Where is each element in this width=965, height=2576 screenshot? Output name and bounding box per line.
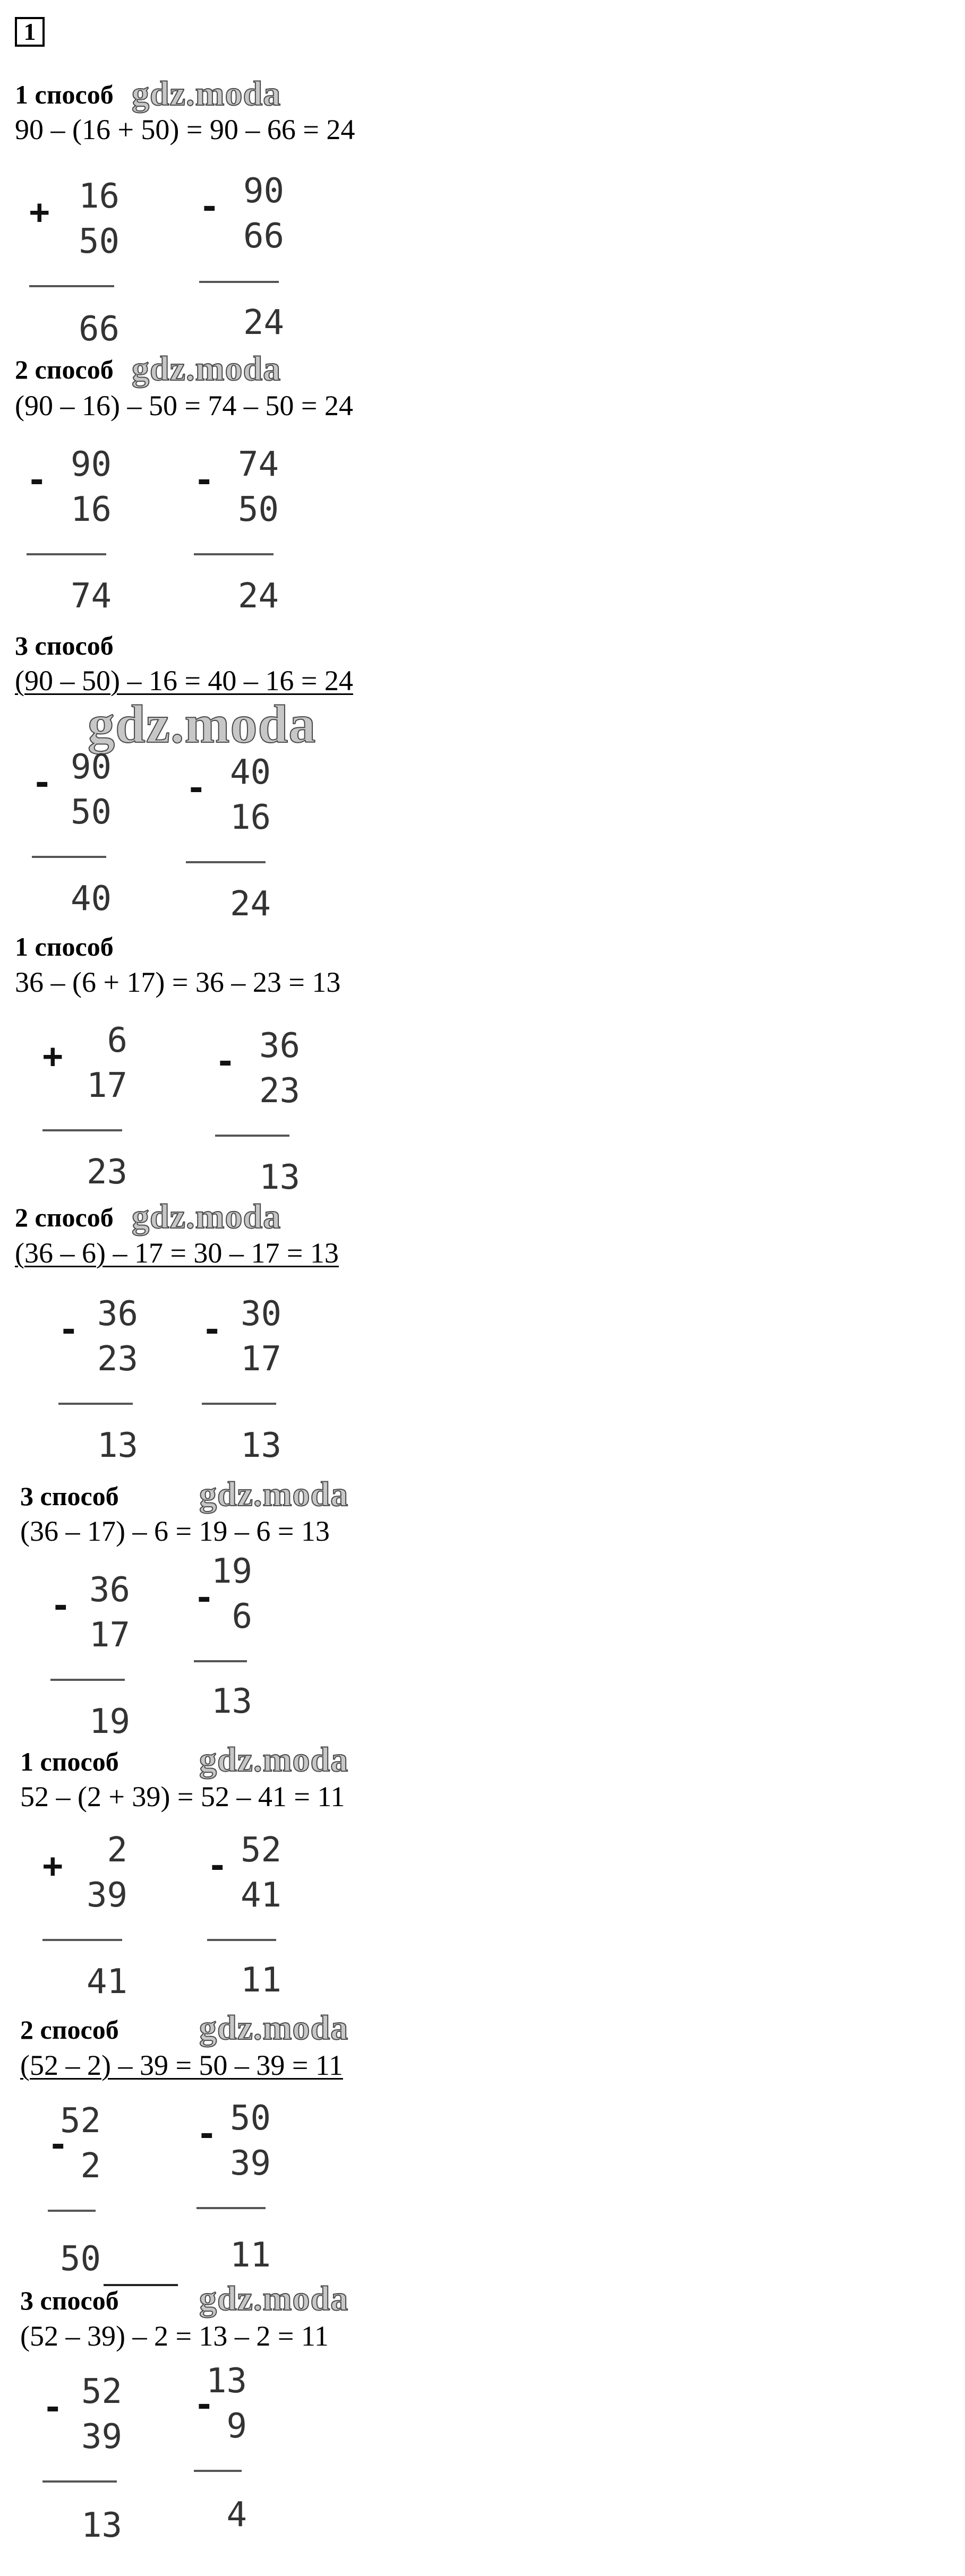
operand-top: 52 [240,1831,281,1870]
column-calculation [207,1826,281,2000]
result: 66 [78,310,119,349]
method-title: 3 способ [20,1481,119,1511]
operator-sign: - [58,1310,79,1350]
operator-sign: - [197,2115,217,2154]
sum-line [42,2480,117,2483]
sum-line [32,856,106,858]
exercise-number-box: 1 [15,17,45,47]
operator-sign: - [42,2388,63,2427]
result: 40 [70,879,112,918]
sum-line [42,1129,122,1131]
operator-sign: - [207,1847,228,1886]
result: 13 [97,1426,138,1465]
operand-top: 6 [107,1021,127,1060]
operand-top: 13 [206,2362,247,2401]
column-calculation [42,1826,127,2002]
result: 13 [81,2506,122,2545]
column-calculation [199,167,284,342]
operand-bottom: 6 [232,1597,252,1636]
method-title: 1 способ [15,80,114,109]
operand-bottom: 50 [70,793,112,832]
operator-sign: + [42,1037,63,1076]
column-calculation [197,2094,271,2275]
column-calculation [42,2368,122,2545]
result: 24 [237,577,279,616]
operand-bottom: 16 [70,490,112,529]
operator-sign: - [194,2385,215,2425]
sum-line [58,1403,133,1405]
result: 11 [229,2236,271,2275]
column-calculation [29,173,119,349]
operand-bottom: 23 [97,1339,138,1379]
column-calculation [194,2357,247,2535]
watermark: gdz.moda [132,349,281,388]
operator-sign: - [194,1578,215,1618]
method-title: 2 способ [15,1203,114,1232]
operand-bottom: 17 [240,1339,281,1379]
equation: (36 – 17) – 6 = 19 – 6 = 13 [20,1515,330,1547]
result: 13 [211,1682,252,1721]
column-calculation [194,1548,252,1721]
operator-sign: - [48,2125,69,2165]
method-title: 2 способ [15,355,114,384]
watermark: gdz.moda [199,2008,349,2047]
operator-sign: - [186,769,207,808]
operator-sign: - [215,1042,236,1081]
column-calculation [48,2097,101,2279]
operand-top: 36 [259,1026,300,1066]
column-calculation [215,1022,300,1197]
column-calculation [27,441,112,616]
sum-line [194,553,274,555]
operand-bottom: 50 [78,222,119,261]
operand-top: 40 [229,753,271,792]
column-calculation [32,743,112,918]
operand-bottom: 50 [237,490,279,529]
result: 11 [240,1961,281,2000]
sum-line [215,1135,289,1137]
watermark: gdz.moda [199,1740,349,1779]
sum-line [27,553,106,555]
equation: 36 – (6 + 17) = 36 – 23 = 13 [15,966,341,998]
column-calculation [186,749,271,924]
operator-sign: + [29,193,50,232]
sum-line [194,1660,247,1662]
result: 4 [226,2495,247,2535]
equation: (52 – 2) – 39 = 50 – 39 = 11 [20,2049,343,2081]
operand-bottom: 39 [86,1876,127,1915]
equation: (36 – 6) – 17 = 30 – 17 = 13 [15,1237,339,1269]
sum-line [186,861,266,863]
sum-line [199,281,279,283]
method-title: 3 способ [20,2286,119,2315]
operand-top: 74 [237,445,279,484]
operator-sign: - [50,1586,71,1626]
equation: (90 – 16) – 50 = 74 – 50 = 24 [15,390,353,422]
watermark: gdz.moda [132,74,281,113]
result: 13 [259,1158,300,1197]
column-calculation [42,1017,127,1192]
column-calculation [50,1566,130,1741]
operand-top: 19 [211,1552,252,1591]
method-title: 3 способ [15,631,114,660]
method-title: 2 способ [20,2015,119,2045]
operator-sign: - [199,187,220,227]
column-calculation [194,441,279,616]
method-title: 1 способ [15,932,114,961]
result: 19 [89,1702,130,1741]
operand-top: 52 [81,2372,122,2411]
result: 24 [243,303,284,342]
operand-top: 50 [229,2099,271,2138]
result: 50 [59,2239,101,2279]
operand-bottom: 16 [229,798,271,837]
operand-bottom: 17 [86,1066,127,1105]
equation: 52 – (2 + 39) = 52 – 41 = 11 [20,1781,345,1813]
result: 24 [229,885,271,924]
equation: (90 – 50) – 16 = 40 – 16 = 24 [15,665,353,697]
operand-top: 90 [70,748,112,787]
operator-sign: - [27,461,47,500]
operand-top: 2 [107,1831,127,1870]
operator-sign: - [32,763,53,803]
operand-bottom: 2 [80,2146,101,2186]
column-calculation [202,1290,281,1465]
result: 41 [86,1962,127,2002]
operand-bottom: 17 [89,1616,130,1655]
operand-bottom: 39 [229,2144,271,2183]
watermark: gdz.moda [199,1475,349,1514]
operand-top: 90 [70,445,112,484]
watermark: gdz.moda [199,2279,349,2318]
equation: (52 – 39) – 2 = 13 – 2 = 11 [20,2320,329,2352]
equation: 90 – (16 + 50) = 90 – 66 = 24 [15,114,355,145]
operand-bottom: 23 [259,1071,300,1111]
operand-top: 90 [243,171,284,211]
method-title: 1 способ [20,1747,119,1776]
operand-bottom: 9 [226,2407,247,2446]
sum-line [29,285,114,287]
operator-sign: + [42,1847,63,1886]
operator-sign: - [202,1310,223,1350]
operand-top: 36 [89,1570,130,1610]
watermark: gdz.moda [132,1197,281,1236]
operand-bottom: 66 [243,217,284,256]
sum-line [42,1939,122,1941]
operator-sign: - [194,461,215,500]
result: 74 [70,577,112,616]
operand-top: 16 [78,177,119,216]
sum-line [48,2210,96,2212]
sum-line [50,1679,125,1681]
result: 23 [86,1153,127,1192]
operand-top: 36 [97,1294,138,1334]
result: 13 [240,1426,281,1465]
sum-line [202,1403,276,1405]
operand-bottom: 39 [81,2417,122,2457]
sum-line [207,1939,276,1941]
operand-bottom: 41 [240,1876,281,1915]
sum-line [194,2470,242,2472]
column-calculation [58,1290,138,1465]
sum-line [197,2207,266,2209]
operand-top: 30 [240,1294,281,1334]
operand-top: 52 [59,2101,101,2141]
watermark: gdz.moda [88,694,317,754]
